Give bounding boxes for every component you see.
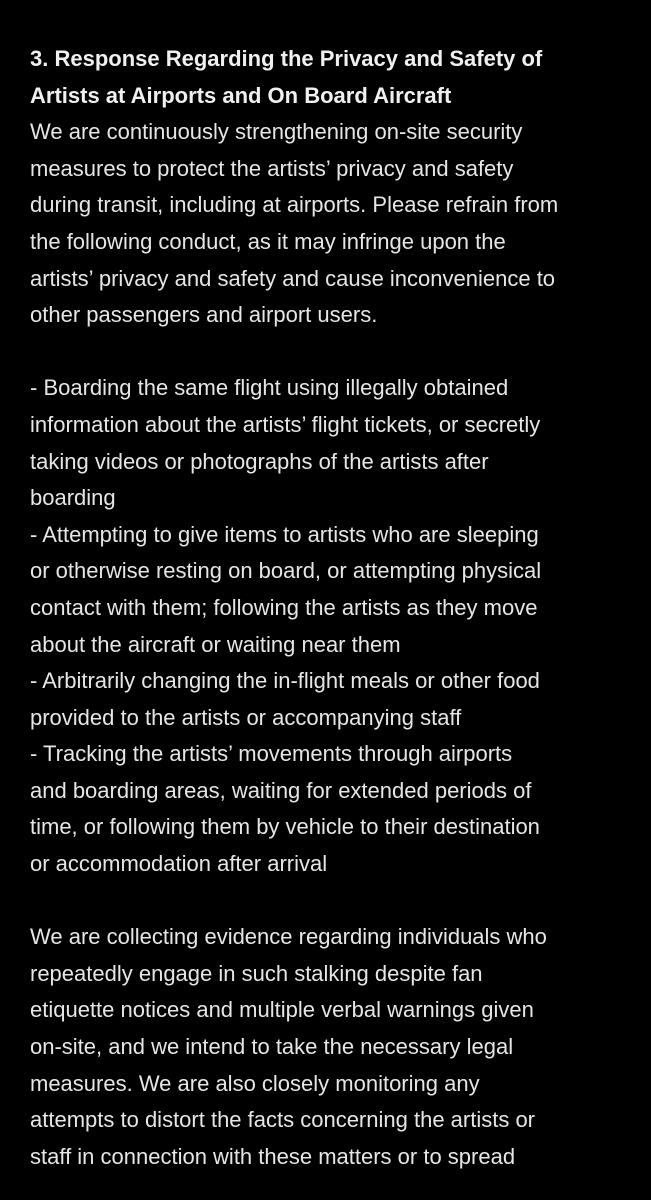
list-line: provided to the artists or accompanying staff [30,704,462,730]
intro-line: the following conduct, as it may infringe upon the [30,228,506,254]
list-line: or accommodation after arrival [30,851,328,877]
intro-line: We are continuously strengthening on-site security [30,119,523,145]
intro-line: artists’ privacy and safety and cause inconvenience to [30,265,556,291]
intro-paragraph [30,114,630,334]
list-line: taking videos or photographs of the artists after [30,448,489,474]
closing-line: repeatedly engage in such stalking despite fan [30,960,483,986]
closing-paragraph [30,919,630,1175]
intro-line: during transit, including at airports. Please refrain from [30,192,559,218]
heading-line: 3. Response Regarding the Privacy and Safety of [30,46,543,71]
list-line: - Boarding the same flight using illegally obtained [30,375,509,401]
section-heading [30,41,630,114]
closing-line: on-site, and we intend to take the necessary legal [30,1034,514,1060]
closing-line: We are collecting evidence regarding individuals who [30,924,547,950]
closing-line: etiquette notices and multiple verbal warnings given [30,997,534,1023]
list-line: about the aircraft or waiting near them [30,631,401,657]
closing-line: measures. We are also closely monitoring any [30,1070,480,1096]
list-line: contact with them; following the artists as they move [30,594,538,620]
list-line: boarding [30,485,116,511]
paragraph-spacer [30,883,630,920]
prohibited-conduct-list [30,370,630,882]
list-line: time, or following them by vehicle to their destination [30,814,540,840]
list-line: or otherwise resting on board, or attempting physical [30,558,542,584]
notice-body [30,41,630,1175]
list-line: - Attempting to give items to artists who are sleeping [30,521,539,547]
paragraph-spacer [30,334,630,371]
heading-line: Artists at Airports and On Board Aircraft [30,82,452,108]
list-line: and boarding areas, waiting for extended periods of [30,777,532,803]
list-line: - Tracking the artists’ movements through airports [30,741,513,767]
list-line: - Arbitrarily changing the in-flight meals or other food [30,668,540,694]
closing-line: attempts to distort the facts concerning the artists or [30,1107,536,1133]
list-line: information about the artists’ flight tickets, or secretly [30,411,541,437]
closing-line: staff in connection with these matters or to spread [30,1143,516,1169]
intro-line: measures to protect the artists’ privacy and safety [30,155,514,181]
intro-line: other passengers and airport users. [30,302,378,328]
